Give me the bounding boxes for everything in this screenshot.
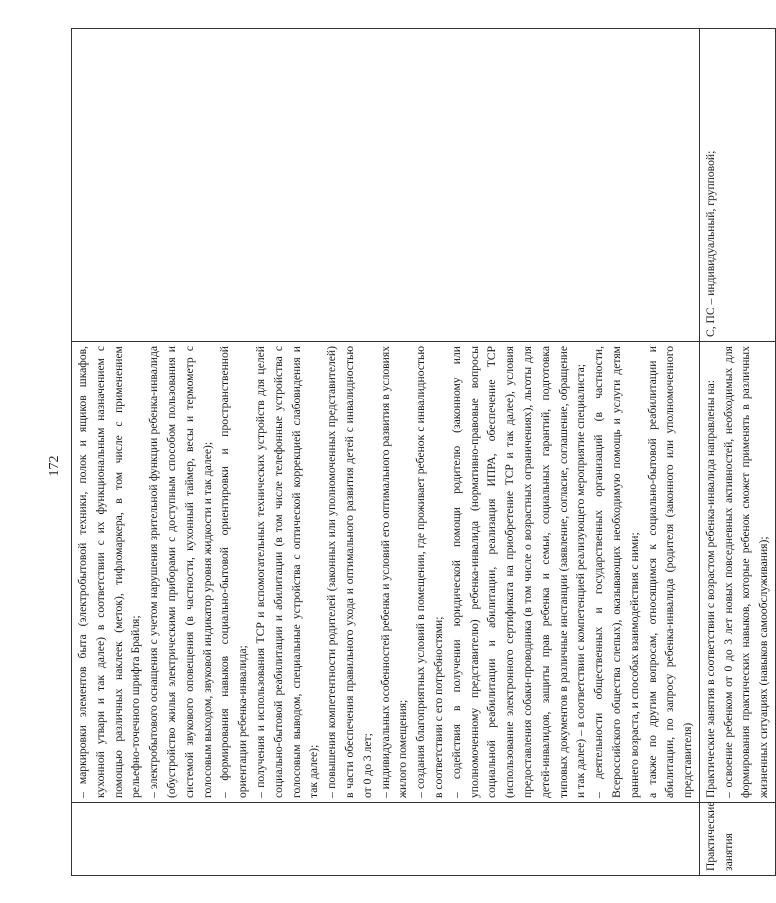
- description-cell: [699, 342, 775, 803]
- table-row: [699, 29, 775, 876]
- list-item: – индивидуальных особенностей ребенка и условий его оптимального развития в условиях жилого помещения;: [378, 346, 410, 798]
- activity-type-cell: Практические занятия: [699, 803, 775, 876]
- description-cell: [72, 342, 700, 803]
- list-item: – маркировки элементов быта (электробытовой техники, полок и ящиков шкафов, кухонной утвари и так далее) в соответствии с их функциональным назначением с помощью различных наклеек (меток), тифломаркера, в том числе с применением рельефно-точечного шрифта Брайля;: [76, 346, 143, 798]
- list-item: а также по другим вопросам, относящимся к социально-бытовой реабилитации и абилитации, по запросу ребенка-инвалида (родителя (законного или уполномоченного представителя): [645, 346, 695, 798]
- activity-type-cell: [72, 803, 700, 876]
- format-cell: [72, 29, 700, 342]
- list-item: – деятельности общественных и государственных организаций (в частности, Всероссийского общества слепых), оказывающих необходимую помощь и услуги детям раннего возраста, и способах взаимодействия с ними;: [592, 346, 641, 798]
- page-number: 172: [47, 455, 62, 477]
- list-item: – повышения компетентности родителей (законных или уполномоченных представителей) в части обеспечения правильного ухода и оптимального развития детей с инвалидностью от 0 до 3 лет;: [325, 346, 374, 798]
- list-item: – содействия в получении юридической помощи родителю (законному или уполномоченному представителю) ребенка-инвалида (нормативно-правовые вопросы социальной реабилитации и абилитации, реализация ИПРА, обеспечение ТСР (использование электронного сертификата на приобретение ТСР и так далее), условия предоставления собаки-проводника (в том числе о возрастных ограничениях), льготы для детей-инвалидов, защиты прав ребенка и семьи, социальных гарантий, подготовка типовых документов в различные инстанции (заявление, согласие, соглашение, обращение и так далее) – в соответствии с компетенцией реализующего мероприятие специалиста;: [449, 346, 588, 798]
- table-row: [72, 29, 700, 876]
- list-item: – освоение ребенком от 0 до 3 лет новых повседневных активностей, необходимых для формирования практических навыков, которые ребенок сможет применять в различных жизненных ситуациях (навыков самообслуживания);: [721, 346, 771, 798]
- list-item: – формирования навыков социально-бытовой ориентировки и пространственной ориентации ребенка-инвалида;: [218, 346, 250, 798]
- rotated-sheet: [45, 56, 771, 876]
- rehabilitation-table: [71, 28, 776, 876]
- list-item: – электробытового оснащения с учетом нарушения зрительной функции ребенка-инвалида (обустройство жилья электрическими приборами с доступным способом пользования и системой звукового оповещения (в частности, кухонный таймер, весы и термометр с голосовым выходом, звуковой индикатор уровня жидкости и так далее);: [147, 346, 214, 798]
- list-item: – создания благоприятных условий в помещении, где проживает ребенок с инвалидностью в соответствии с его потребностями;: [414, 346, 445, 798]
- list-item: – получения и использования ТСР и вспомогательных технических устройств для целей социально-бытовой реабилитации и абилитации (в том числе телефонные устройства с голосовым выводом, специальные устройства с оптической коррекцией слабовидения и так далее);: [253, 346, 321, 798]
- list-item: Практические занятия в соответствии с возрастом ребенка-инвалида направлены на:: [703, 379, 717, 798]
- format-cell: С, ПС – индивидуальный, групповой;: [699, 29, 775, 342]
